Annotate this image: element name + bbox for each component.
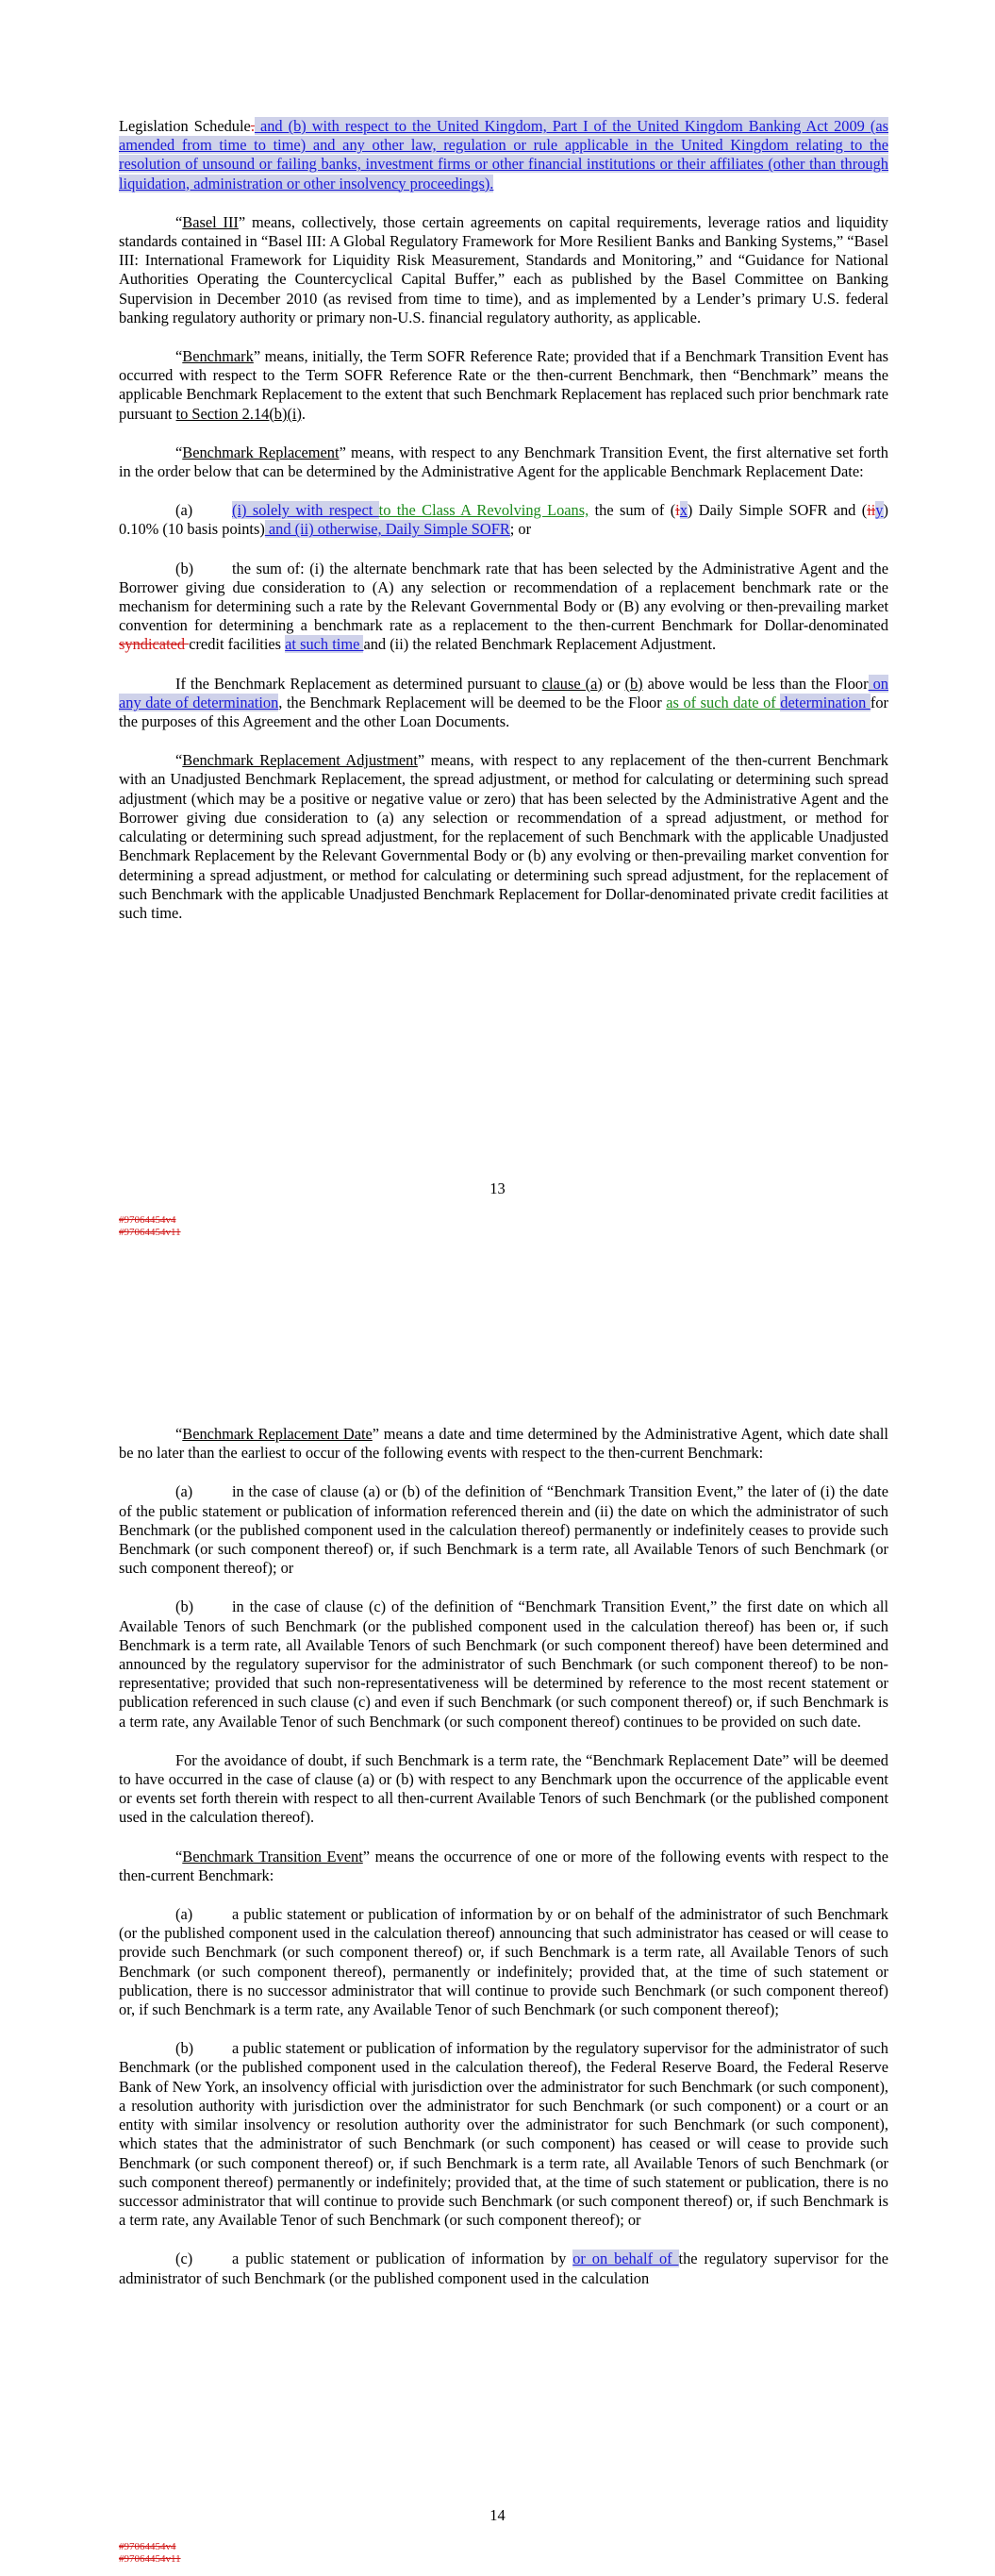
paragraph-text: for the purposes of this Agreement and the other Loan Documents. (119, 693, 888, 731)
quote-mark: “ (175, 751, 183, 770)
defined-term: Benchmark Replacement Adjustment (182, 751, 418, 770)
clause-text: ) 0.10% (10 basis points) (119, 501, 888, 539)
paragraph-text: For the avoidance of doubt, if such Benchmark is a term rate, the “Benchmark Replacement Date” will be deemed to have occurred in the case of clause (a) or (b) with respect to any Benchmark upon the occurrence of the applicable event or events set forth therein with respect to all then-current Available Tenors of such Benchmark (or the published component used in the calculation thereof). (119, 1750, 888, 1827)
deleted-text: . (250, 117, 255, 135)
avoidance-of-doubt-paragraph (119, 1751, 888, 1828)
clause-text: in the case of clause (c) of the definition of “Benchmark Transition Event,” the first date on which all Available Tenors of such Benchmark (or the published component used in the calculation thereof) has been or, if such Benchmark is a term rate, all Available Tenors of such Benchmark (or such component thereof) have been determined and announced by the regulatory supervisor for the administrator of such Benchmark (or such component thereof) to be non-representative; provided that such non-representativeness will be determined by reference to the most recent statement or publication referenced in such clause (c) and even if such Benchmark (or such component thereof) or, if such Benchmark is a term rate, any Available Tenor of such Benchmark (or such component thereof) continues to be provided on such date. (119, 1597, 888, 1731)
replacement-clause-a (119, 501, 888, 539)
inserted-text: and (b) with respect to the United Kingdom, Part I of the United Kingdom Banking Act 2009 (as amended from time to time) and any other law, regulation or rule applicable in the United Kingdom relating to the resolution of unsound or failing banks, investment firms or other financial institutions or their affiliates (other than through liquidation, administration or other insolvency proceedings). (119, 117, 888, 192)
defined-term: Benchmark Transition Event (182, 1847, 363, 1865)
replacement-clause-b (119, 560, 888, 655)
inserted-text: x (679, 501, 688, 520)
definition-text: ” means, initially, the Term SOFR Reference Rate; provided that if a Benchmark Transition Event has occurred with respect to the Term SOFR Reference Rate or the then-current Benchmark, then “Benchmark” means the applicable Benchmark Replacement to the extent that such Benchmark Replacement has replaced such prior benchmark rate pursuant (119, 347, 888, 423)
clause-text: in the case of clause (a) or (b) of the definition of “Benchmark Transition Event,” the later of (i) the date of the public statement or publication of information referenced therein and (ii) the date on which the administrator of such Benchmark (or the published component used in the calculation thereof) permanently or indefinitely ceases to provide such Benchmark (or such component thereof) or, if such Benchmark is a term rate, all Available Tenors of such Benchmark (or such component thereof); or (119, 1482, 888, 1578)
defined-term: Benchmark Replacement (182, 443, 340, 461)
defined-term: Benchmark (182, 347, 254, 366)
replacement-date-clause-a (119, 1482, 888, 1578)
clause-text: ) Daily Simple SOFR and ( (687, 501, 868, 520)
document-id-footer (119, 1214, 181, 1239)
clause-reference: clause (a) (541, 674, 603, 693)
clause-text: a public statement or publication of information by or on behalf of the administrator of such Benchmark (or the published component used in the calculation thereof) announcing that such administrator has ceased or will cease to provide such Benchmark (or such component thereof) or, if such Benchmark is a term rate, all Available Tenors of such Benchmark (or such component thereof), permanently or indefinitely; provided that, at the time of such statement or publication, there is no successor administrator that will continue to provide such Benchmark (or such component thereof) or, if such Benchmark is a term rate, any Available Tenor of such Benchmark (or such component thereof); (119, 1905, 888, 2019)
document-id-new: #97064454v11 (119, 1227, 181, 1238)
document-id-old: #97064454v4 (119, 1214, 176, 1226)
paragraph-text: or (602, 674, 625, 693)
definition-benchmark-replacement-date (119, 1425, 888, 1463)
transition-clause-b (119, 2039, 888, 2230)
quote-mark: “ (175, 443, 183, 461)
transition-clause-c (119, 2250, 888, 2287)
definition-benchmark-replacement-adjustment (119, 751, 888, 923)
inserted-text: and (ii) otherwise, Daily Simple SOFR (264, 520, 510, 539)
page-13-body (119, 117, 888, 943)
replacement-date-clause-b (119, 1597, 888, 1731)
inserted-text: (i) solely with respect (232, 501, 379, 520)
inserted-text: determination (780, 693, 871, 711)
legislation-schedule-paragraph (119, 117, 888, 193)
clause-text: a public statement or publication of information by the regulatory supervisor for the administrator of such Benchmark (or the published component used in the calculation thereof), the Federal Reserve Board, the Federal Reserve Bank of New York, an insolvency official with jurisdiction over the administrator for such Benchmark (or such component), a resolution authority with jurisdiction over the administrator for such Benchmark (or such component) or a court or an entity with similar insolvency or resolution authority over the administrator for such Benchmark (or such component), which states that the administrator of such Benchmark (or such component) has ceased or will cease to provide such Benchmark (or such component thereof) or, if such Benchmark is a term rate, all Available Tenors of such Benchmark (or such component thereof) permanently or indefinitely; provided that, at the time of such statement or publication, there is no successor administrator that will continue to provide such Benchmark (or such component thereof) or, if such Benchmark is a term rate, any Available Tenor of such Benchmark (or such component thereof); or (119, 2039, 888, 2230)
definition-benchmark-replacement (119, 443, 888, 481)
deleted-text: ii (867, 501, 876, 520)
deleted-text: i (675, 501, 680, 520)
inserted-text: at such time (285, 635, 364, 654)
clause-text: ; or (509, 520, 532, 539)
deleted-text: syndicated (119, 635, 190, 654)
clause-text: a public statement or publication of information by (232, 2250, 573, 2268)
paragraph-text: above would be less than the Floor (642, 674, 869, 693)
definition-text: ” means the occurrence of one or more of the following events with respect to the then-current Benchmark: (119, 1847, 889, 1884)
moved-text: as of such date of (666, 693, 781, 711)
document-id-new: #97064454v11 (119, 2553, 181, 2565)
definition-text: ” means, with respect to any Benchmark Transition Event, the first alternative set forth in the order below that can be determined by the Administrative Agent for the applicable Benchmark Replacement Date: (119, 443, 888, 481)
clause-label: (a) (175, 1905, 193, 1924)
clause-label: (c) (175, 2250, 193, 2268)
document-id-footer (119, 2541, 181, 2566)
paragraph-text: If the Benchmark Replacement as determined pursuant to (175, 674, 542, 693)
quote-mark: “ (175, 1847, 183, 1865)
clause-label: (a) (175, 501, 193, 520)
inserted-text: on any date of determination (119, 674, 888, 711)
clause-text: the sum of ( (589, 501, 676, 520)
clause-text: credit facilities (189, 635, 286, 654)
page-number: 13 (489, 1179, 506, 1197)
definition-benchmark (119, 347, 888, 424)
clause-label: (b) (175, 2039, 194, 2058)
floor-paragraph (119, 675, 888, 732)
clause-label: (b) (175, 559, 194, 577)
quote-mark: “ (175, 1425, 183, 1443)
document-id-old: #97064454v4 (119, 2541, 176, 2552)
quote-mark: “ (175, 347, 183, 366)
defined-term: Basel III (182, 212, 239, 231)
clause-text: the sum of: (i) the alternate benchmark rate that has been selected by the Administrative Agent and the Borrower giving due consideration to (A) any selection or recommendation of a replacement benchmark rate or the mechanism for determining such a rate by the Relevant Governmental Body or (B) any evolving or then-prevailing market convention for determining a benchmark rate as a replacement to the then-current Benchmark for Dollar-denominated (119, 559, 888, 635)
section-reference: to Section 2.14(b)(i) (175, 404, 302, 423)
inserted-text: or on behalf of (572, 2250, 679, 2268)
page-14-body (119, 1425, 888, 2308)
page-14 (0, 1312, 995, 2576)
transition-clause-a (119, 1905, 888, 2019)
definition-text: ” means, with respect to any replacement of the then-current Benchmark with an Unadjusted Benchmark Replacement, the spread adjustment, or method for calculating or determining such spread adjustment (which may be a positive or negative value or zero) that has been selected by the Administrative Agent and the Borrower giving due consideration to (a) any selection or recommendation of a spread adjustment, or method for calculating or determining such spread adjustment, for the replacement of such Benchmark with the applicable Unadjusted Benchmark Replacement by the Relevant Governmental Body or (b) any evolving or then-prevailing market convention for determining a spread adjustment, or method for calculating or determining such spread adjustment, for the replacement of such Benchmark with the applicable Unadjusted Benchmark Replacement for Dollar-denominated private credit facilities at such time. (119, 751, 888, 922)
defined-term: Benchmark Replacement Date (182, 1425, 373, 1443)
definition-text: ” means, collectively, those certain agreements on capital requirements, leverage ratios and liquidity standards contained in “Basel III: A Global Regulatory Framework for More Resilient Banks and Banking Systems,” “Basel III: International Framework for Liquidity Risk Measurement, Standards and Monitoring,” and “Guidance for National Authorities Operating the Countercyclical Capital Buffer,” each as published by the Basel Committee on Banking Supervision in December 2010 (as revised from time to time), and as implemented by a Lender’s primary U.S. federal banking regulatory authority or primary non-U.S. financial regulatory authority, as applicable. (119, 212, 888, 326)
definition-text: ” means a date and time determined by the Administrative Agent, which date shall be no later than the earliest to occur of the following events with respect to the then-current Benchmark: (119, 1425, 888, 1463)
page-number: 14 (489, 2506, 506, 2524)
inserted-text: y (875, 501, 884, 520)
definition-benchmark-transition-event (119, 1848, 888, 1885)
definition-basel-iii (119, 213, 888, 327)
punctuation: . (301, 404, 307, 423)
moved-text: to the Class A Revolving Loans, (378, 501, 589, 520)
clause-text: and (ii) the related Benchmark Replacement Adjustment. (363, 635, 717, 654)
paragraph-text: , the Benchmark Replacement will be deemed to be the Floor (278, 693, 667, 711)
legislation-lead-text: Legislation Schedule (119, 117, 251, 135)
quote-mark: “ (175, 212, 183, 231)
clause-label: (a) (175, 1482, 193, 1501)
clause-text: the regulatory supervisor for the administrator of such Benchmark (or the published component used in the calculation (119, 2250, 888, 2287)
clause-label: (b) (175, 1597, 194, 1616)
clause-reference: (b) (624, 674, 643, 693)
